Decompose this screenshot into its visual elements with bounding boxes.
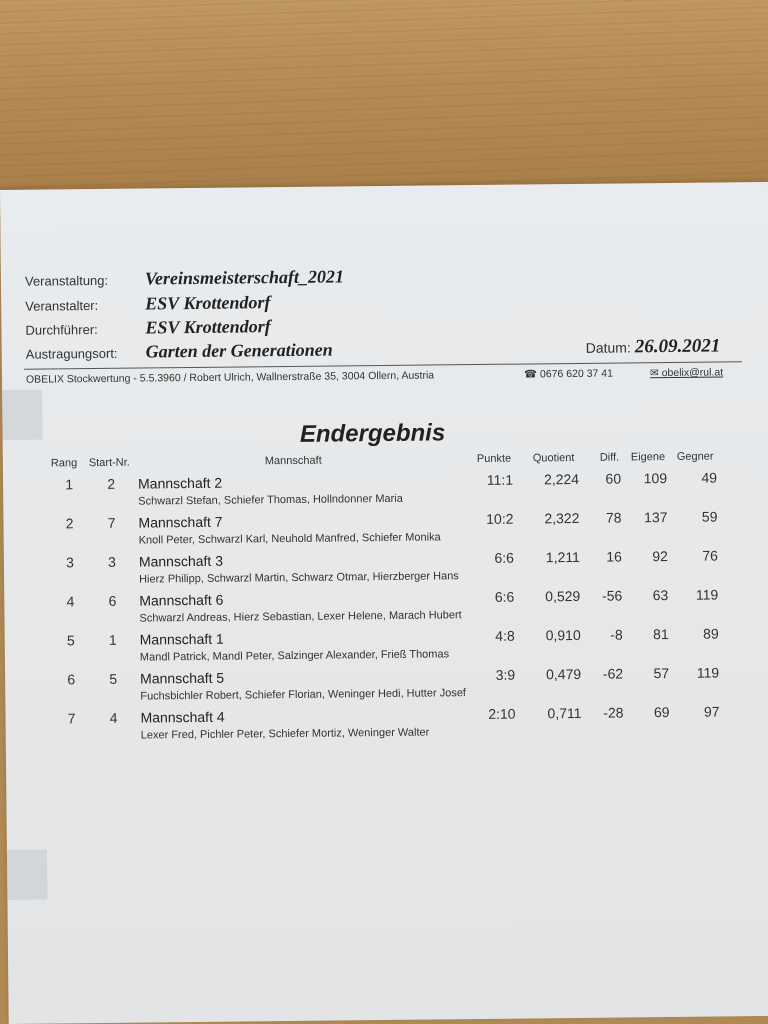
- durchfuehrer-row: [25, 316, 271, 338]
- punkte-cell: 6:6: [494, 549, 514, 566]
- col-start-nr: Start-Nr.: [88, 456, 130, 470]
- punkte-cell: 10:2: [486, 510, 514, 527]
- team-name: Mannschaft 3: [138, 552, 224, 570]
- quotient-cell: 0,910: [545, 626, 581, 644]
- rang-cell: 7: [67, 710, 76, 727]
- diff-cell: 16: [606, 548, 622, 565]
- gegner-cell: 76: [702, 547, 718, 564]
- team-members: Schwarzl Andreas, Hierz Sebastian, Lexer Helene, Marach Hubert: [139, 609, 462, 625]
- team-name: Mannschaft 2: [137, 474, 223, 492]
- team-name: Mannschaft 6: [139, 591, 224, 609]
- punkte-cell: 4:8: [495, 627, 515, 644]
- veranstalter-label: Veranstalter:: [25, 297, 99, 314]
- start-nr-cell: 3: [108, 553, 116, 570]
- diff-cell: 78: [605, 509, 622, 526]
- rang-cell: 3: [66, 554, 74, 571]
- quotient-cell: 0,479: [545, 665, 582, 683]
- veranstalter-value: ESV Krottendorf: [145, 292, 271, 314]
- table-row: [5, 703, 765, 751]
- team-members: Mandl Patrick, Mandl Peter, Salzinger Alexander, Frieß Thomas: [139, 648, 450, 664]
- eigene-cell: 109: [643, 470, 668, 487]
- punkte-cell: 3:9: [495, 666, 516, 683]
- veranstaltung-value: Vereinsmeisterschaft_2021: [144, 266, 345, 289]
- team-members: Knoll Peter, Schwarzl Karl, Neuhold Manfred, Schiefer Monika: [138, 531, 441, 547]
- diff-cell: -8: [610, 626, 623, 643]
- quotient-cell: 0,711: [547, 704, 582, 722]
- results-sheet: [0, 182, 768, 1024]
- punkte-cell: 2:10: [488, 705, 516, 722]
- col-eigene: Eigene: [630, 451, 666, 464]
- quotient-cell: 1,211: [545, 548, 580, 566]
- eigene-cell: 69: [653, 704, 670, 721]
- austragungsort-label: Austragungsort:: [25, 345, 118, 362]
- eigene-cell: 137: [644, 509, 668, 526]
- veranstaltung-label: Veranstaltung:: [24, 272, 109, 289]
- start-nr-cell: 7: [107, 514, 116, 531]
- start-nr-cell: 2: [107, 475, 116, 492]
- diff-cell: -56: [601, 587, 623, 604]
- team-members: Lexer Fred, Pichler Peter, Schiefer Mortiz, Weninger Walter: [140, 726, 430, 742]
- gegner-cell: 97: [703, 703, 720, 720]
- eigene-cell: 57: [653, 665, 670, 682]
- team-members: Fuchsbichler Robert, Schiefer Florian, Weninger Hedi, Hutter Josef: [140, 687, 467, 703]
- start-nr-cell: 6: [108, 592, 117, 609]
- start-nr-cell: 4: [109, 709, 118, 726]
- austragungsort-row: [25, 339, 333, 362]
- team-members: Hierz Philipp, Schwarzl Martin, Schwarz Otmar, Hierzberger Hans: [139, 570, 459, 586]
- col-mannschaft: Mannschaft: [264, 454, 322, 468]
- quotient-cell: 2,224: [543, 470, 580, 488]
- gegner-cell: 89: [703, 625, 719, 642]
- datum: [586, 335, 721, 358]
- col-diff: Diff.: [599, 451, 620, 464]
- diff-cell: -28: [603, 704, 624, 721]
- gegner-cell: 119: [696, 664, 720, 681]
- eigene-cell: 81: [653, 626, 669, 643]
- software-credit: OBELIX Stockwertung - 5.5.3960 / Robert Ulrich, Wallnerstraße 35, 3004 Ollern, Austria: [25, 369, 435, 386]
- gegner-cell: 49: [701, 469, 718, 486]
- eigene-cell: 63: [652, 587, 669, 604]
- rang-cell: 1: [65, 476, 74, 493]
- rang-cell: 6: [67, 671, 76, 688]
- punkte-cell: 6:6: [494, 588, 515, 605]
- eigene-cell: 92: [652, 548, 668, 565]
- start-nr-cell: 1: [108, 631, 117, 648]
- durchfuehrer-label: Durchführer:: [25, 321, 98, 338]
- phone-number: ☎ 0676 620 37 41: [523, 367, 614, 381]
- col-rang: Rang: [50, 457, 78, 470]
- quotient-cell: 2,322: [544, 509, 580, 527]
- datum-value: 26.09.2021: [634, 335, 721, 358]
- quotient-cell: 0,529: [545, 587, 581, 605]
- austragungsort-value: Garten der Generationen: [145, 339, 333, 362]
- col-quotient: Quotient: [532, 451, 575, 465]
- diff-cell: -62: [602, 665, 624, 682]
- team-members: Schwarzl Stefan, Schiefer Thomas, Hollndonner Maria: [138, 492, 403, 508]
- veranstalter-row: [25, 292, 271, 314]
- rang-cell: 2: [65, 515, 74, 532]
- gegner-cell: 59: [701, 508, 718, 525]
- durchfuehrer-value: ESV Krottendorf: [145, 316, 271, 338]
- col-punkte: Punkte: [476, 452, 512, 466]
- veranstaltung-row: [24, 266, 345, 289]
- diff-cell: 60: [605, 470, 622, 487]
- gegner-cell: 119: [695, 586, 719, 603]
- header-divider: [24, 361, 742, 370]
- rang-cell: 4: [66, 593, 75, 610]
- team-name: Mannschaft 5: [140, 669, 225, 687]
- col-gegner: Gegner: [676, 450, 714, 463]
- rang-cell: 5: [66, 632, 75, 649]
- team-name: Mannschaft 4: [140, 708, 225, 726]
- team-name: Mannschaft 1: [139, 630, 224, 648]
- datum-label: Datum:: [585, 339, 631, 356]
- start-nr-cell: 5: [109, 670, 118, 687]
- email-address: ✉ obelix@rul.at: [649, 366, 724, 380]
- punkte-cell: 11:1: [486, 471, 514, 488]
- team-name: Mannschaft 7: [138, 513, 223, 531]
- page-title: Endergebnis: [299, 419, 446, 448]
- paper-stain: [7, 850, 48, 900]
